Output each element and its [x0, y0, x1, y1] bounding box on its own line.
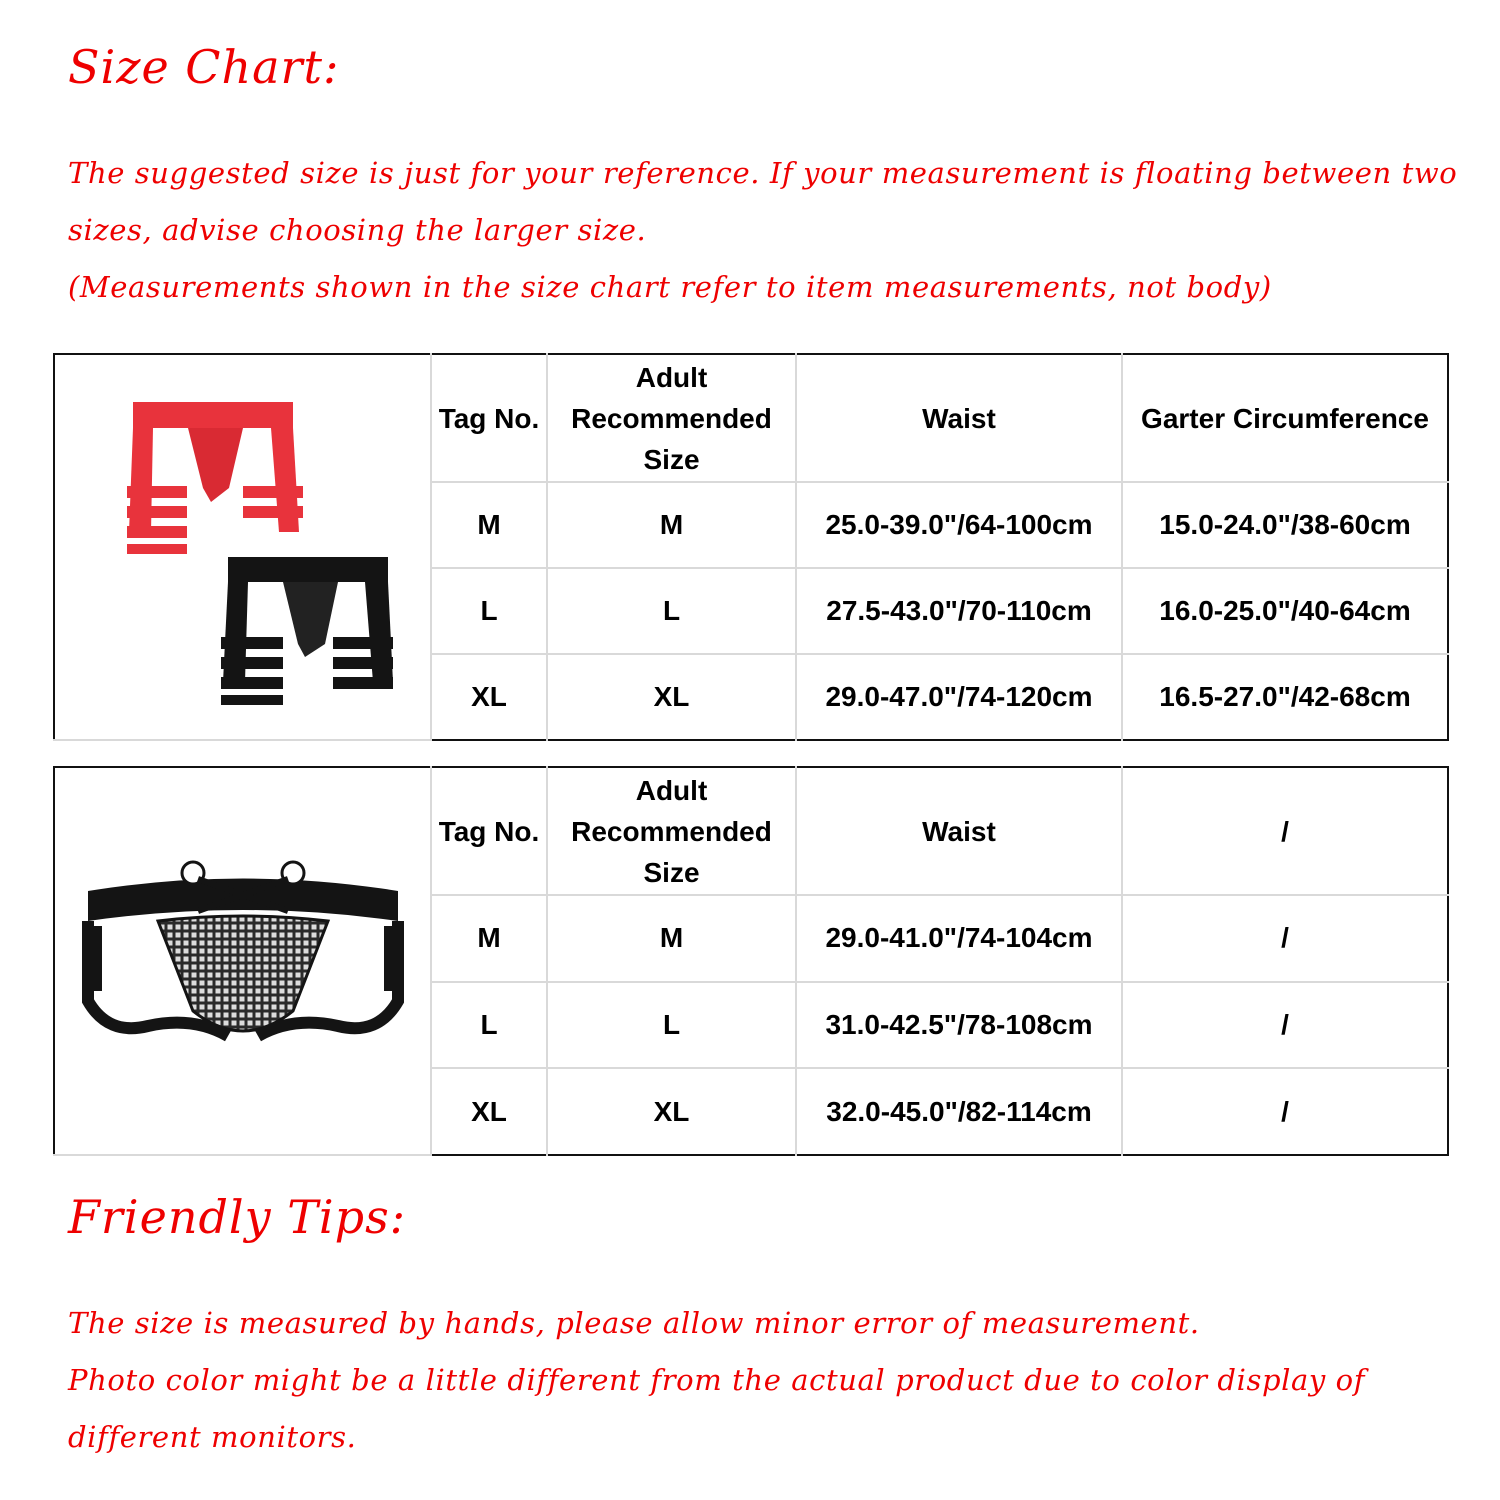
waist-cell: 29.0-47.0"/74-120cm [796, 654, 1122, 740]
tag-cell: M [431, 482, 547, 568]
size-cell: M [547, 895, 796, 982]
size-chart-title: Size Chart: [68, 40, 340, 94]
red-garter-jock [127, 402, 303, 554]
tag-cell: XL [431, 654, 547, 740]
slash-cell: / [1122, 1068, 1448, 1155]
size-cell: M [547, 482, 796, 568]
waist-cell: 32.0-45.0"/82-114cm [796, 1068, 1122, 1155]
slash-cell: / [1122, 982, 1448, 1069]
header-recommended-size: Adult Recommended Size [547, 767, 796, 895]
header-recommended-size: Adult Recommended Size [547, 354, 796, 482]
intro-line: sizes, advise choosing the larger size. [68, 213, 647, 247]
friendly-tips-title: Friendly Tips: [68, 1190, 407, 1244]
intro-line: The suggested size is just for your reference. If your measurement is floating between two [68, 156, 1458, 190]
friendly-tips-text [68, 1295, 1365, 1466]
black-garter-jock [221, 557, 393, 705]
waist-cell: 27.5-43.0"/70-110cm [796, 568, 1122, 654]
slash-cell: / [1122, 895, 1448, 982]
header-tag-no: Tag No. [431, 354, 547, 482]
tip-line: The size is measured by hands, please allow minor error of measurement. [68, 1306, 1200, 1340]
garter-jockstrap-image [93, 382, 393, 712]
product-image-garter [54, 354, 431, 740]
garter-cell: 15.0-24.0"/38-60cm [1122, 482, 1448, 568]
garter-cell: 16.0-25.0"/40-64cm [1122, 568, 1448, 654]
tip-line: different monitors. [68, 1420, 357, 1454]
tag-cell: L [431, 982, 547, 1069]
waist-cell: 25.0-39.0"/64-100cm [796, 482, 1122, 568]
size-cell: XL [547, 654, 796, 740]
size-cell: XL [547, 1068, 796, 1155]
mesh-jock [88, 862, 398, 1036]
size-chart-intro [68, 145, 1457, 316]
size-table-mesh [53, 766, 1449, 1156]
tag-cell: XL [431, 1068, 547, 1155]
garter-cell: 16.5-27.0"/42-68cm [1122, 654, 1448, 740]
size-table-garter [53, 353, 1449, 741]
tag-cell: L [431, 568, 547, 654]
mesh-jockstrap-image [78, 851, 408, 1071]
header-waist: Waist [796, 767, 1122, 895]
header-garter-circumference: Garter Circumference [1122, 354, 1448, 482]
header-tag-no: Tag No. [431, 767, 547, 895]
intro-line: (Measurements shown in the size chart refer to item measurements, not body) [68, 270, 1272, 304]
header-slash: / [1122, 767, 1448, 895]
size-cell: L [547, 568, 796, 654]
tip-line: Photo color might be a little different from the actual product due to color display of [68, 1363, 1366, 1397]
product-image-mesh [54, 767, 431, 1155]
size-cell: L [547, 982, 796, 1069]
waist-cell: 31.0-42.5"/78-108cm [796, 982, 1122, 1069]
waist-cell: 29.0-41.0"/74-104cm [796, 895, 1122, 982]
header-waist: Waist [796, 354, 1122, 482]
tag-cell: M [431, 895, 547, 982]
